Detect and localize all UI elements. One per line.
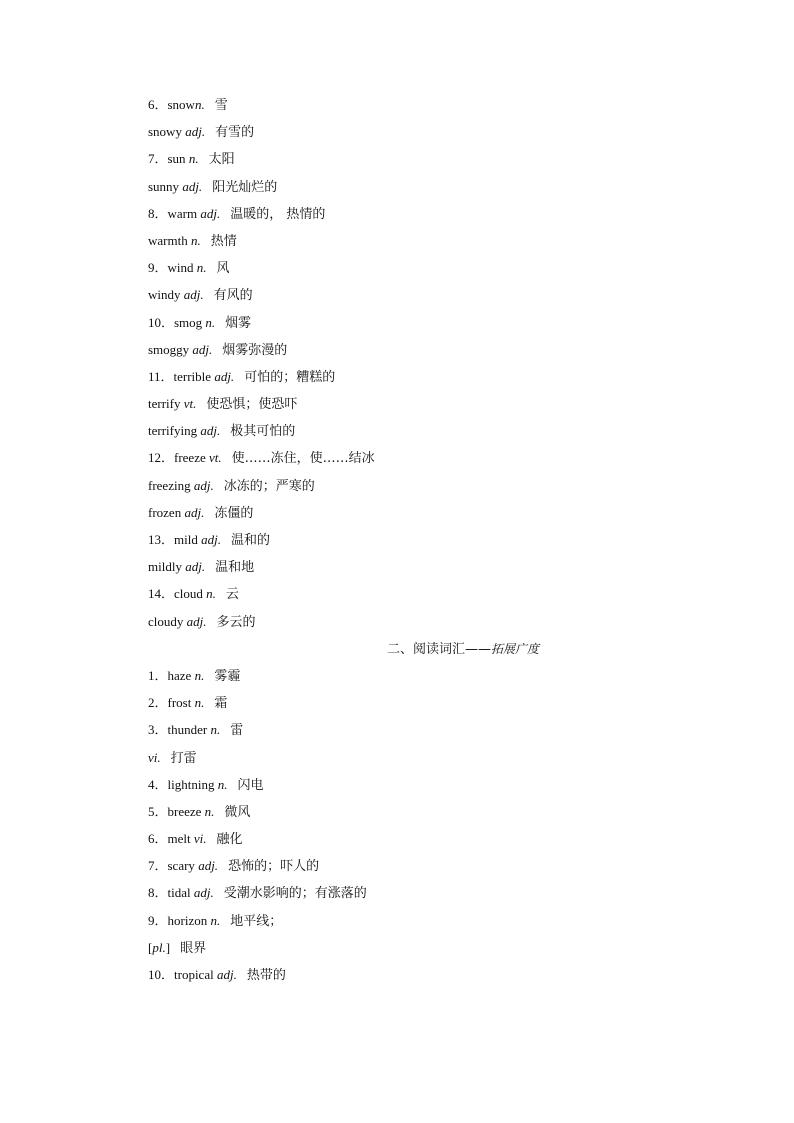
vocab-entry <box>148 447 708 474</box>
term: 7．sun <box>148 151 186 167</box>
part-of-speech: adj. <box>200 423 221 439</box>
term: 8．warm <box>148 205 198 221</box>
part-of-speech: n. <box>194 97 205 112</box>
meaning: 融化 <box>216 832 243 848</box>
vocab-entry <box>148 176 708 203</box>
meaning: 微风 <box>224 804 251 820</box>
vocab-entry <box>148 964 708 991</box>
term: terrify <box>148 396 181 412</box>
meaning: 使……冻住，使……结冰 <box>231 451 375 467</box>
term: windy <box>148 287 181 303</box>
meaning: 打雷 <box>170 750 197 766</box>
part-of-speech: adj. <box>186 613 207 629</box>
meaning: 烟雾弥漫的 <box>222 342 288 358</box>
meaning: 温和的 <box>230 533 270 548</box>
meaning: 使恐惧；使恐吓 <box>206 397 298 413</box>
meaning: 阳光灿烂的 <box>212 179 278 195</box>
vocab-entry <box>148 121 708 148</box>
part-of-speech: vi. <box>193 831 207 847</box>
part-of-speech: adj. <box>182 178 203 194</box>
part-of-speech: adj. <box>193 477 214 493</box>
term: frozen <box>148 504 182 520</box>
vocab-entry <box>148 502 708 529</box>
term: smoggy <box>148 341 190 357</box>
vocab-entry <box>148 611 708 638</box>
meaning: 多云的 <box>216 614 256 630</box>
vocab-entry <box>148 828 708 855</box>
meaning: 眼界 <box>180 940 207 956</box>
part-of-speech: n. <box>210 912 221 928</box>
vocab-entry <box>148 230 708 257</box>
vocab-entry <box>148 665 708 692</box>
meaning: 温和地 <box>215 560 255 576</box>
section-heading <box>148 638 708 665</box>
meaning: 温暖的， 热情的 <box>230 206 326 222</box>
term: 7．scary <box>148 858 195 874</box>
term: 9．wind <box>148 260 194 276</box>
section-heading-main: 二、阅读词汇—— <box>386 641 491 657</box>
vocab-entry <box>148 583 708 610</box>
term: sunny <box>148 178 180 194</box>
term: 12．freeze <box>148 450 206 466</box>
term: snowy <box>148 124 182 140</box>
vocab-entry <box>148 366 708 393</box>
vocab-entry <box>148 284 708 311</box>
part-of-speech: n. <box>205 314 216 330</box>
vocab-entry <box>148 937 708 964</box>
meaning: 可怕的；糟糕的 <box>244 369 336 385</box>
part-of-speech: n. <box>196 260 207 276</box>
part-of-speech: adj. <box>214 368 235 384</box>
vocab-entry <box>148 882 708 909</box>
part-of-speech: n. <box>204 803 215 819</box>
vocab-entry <box>148 801 708 828</box>
vocabulary-list <box>148 94 708 991</box>
vocab-entry <box>148 774 708 801</box>
part-of-speech: adj. <box>184 504 205 520</box>
term: 14．cloud <box>148 586 203 602</box>
meaning: 风 <box>216 261 230 277</box>
vocab-entry <box>148 257 708 284</box>
vocab-entry <box>148 910 708 937</box>
vocab-entry <box>148 529 708 556</box>
term: 13．mild <box>148 532 198 547</box>
vocab-entry <box>148 420 708 447</box>
part-of-speech: adj. <box>216 967 237 982</box>
vocab-entry <box>148 148 708 175</box>
vocab-entry <box>148 312 708 339</box>
part-of-speech: n. <box>217 776 228 792</box>
part-of-speech: adj. <box>185 559 206 575</box>
term: 2．frost <box>148 695 192 711</box>
part-of-speech: n. <box>210 722 221 738</box>
part-of-speech: n. <box>194 667 205 683</box>
vocab-entry <box>148 393 708 420</box>
part-of-speech: pl. <box>152 939 166 955</box>
meaning: 太阳 <box>208 152 235 168</box>
section-heading-sub: 拓展广度 <box>491 641 540 656</box>
meaning: 受潮水影响的；有涨落的 <box>223 886 367 902</box>
meaning: 雾霾 <box>214 668 241 684</box>
part-of-speech: vt. <box>183 396 197 412</box>
meaning: 有雪的 <box>215 125 255 141</box>
term: 4．lightning <box>148 776 215 792</box>
term: 9．horizon <box>148 912 208 928</box>
term: freezing <box>148 477 191 493</box>
part-of-speech: n. <box>188 151 199 167</box>
part-of-speech: adj. <box>193 885 214 901</box>
term: 6．melt <box>148 831 191 847</box>
part-of-speech: adj. <box>201 532 221 547</box>
term: 10．tropical <box>148 967 214 982</box>
part-of-speech: n. <box>190 232 201 248</box>
bracket-close: ] <box>165 939 171 955</box>
part-of-speech: adj. <box>185 124 206 140</box>
part-of-speech: vi. <box>148 749 161 765</box>
part-of-speech: adj. <box>183 287 204 303</box>
part-of-speech: n. <box>206 586 216 602</box>
meaning: 雪 <box>214 98 228 113</box>
meaning: 地平线； <box>230 913 283 929</box>
part-of-speech: n. <box>194 695 205 711</box>
part-of-speech: adj. <box>192 341 213 357</box>
vocab-entry <box>148 747 708 774</box>
vocab-entry <box>148 203 708 230</box>
meaning: 极其可怕的 <box>230 424 296 440</box>
term: [ <box>148 939 153 955</box>
meaning: 烟雾 <box>225 315 252 331</box>
term: 5．breeze <box>148 803 202 819</box>
meaning: 恐怖的；吓人的 <box>228 859 320 875</box>
term: 8．tidal <box>148 885 191 901</box>
term: 6．snow <box>148 97 195 112</box>
meaning: 雷 <box>230 723 244 739</box>
vocab-entry <box>148 719 708 746</box>
meaning: 闪电 <box>237 777 264 793</box>
part-of-speech: vt. <box>209 450 222 466</box>
part-of-speech: adj. <box>198 858 219 874</box>
meaning: 霜 <box>214 696 228 712</box>
meaning: 热带的 <box>246 968 286 983</box>
term: mildly <box>148 559 182 575</box>
term: 3．thunder <box>148 722 208 738</box>
vocab-entry <box>148 94 708 121</box>
meaning: 热情 <box>210 233 237 249</box>
term: cloudy <box>148 613 184 629</box>
meaning: 云 <box>225 587 239 603</box>
term: 11．terrible <box>148 368 212 384</box>
meaning: 冻僵的 <box>214 505 254 521</box>
vocab-entry <box>148 855 708 882</box>
vocab-entry <box>148 475 708 502</box>
term: terrifying <box>148 423 198 439</box>
term: 10．smog <box>148 314 203 330</box>
vocab-entry <box>148 556 708 583</box>
meaning: 有风的 <box>213 288 253 304</box>
term: 1．haze <box>148 667 192 683</box>
meaning: 冰冻的；严寒的 <box>223 478 315 494</box>
term: warmth <box>148 232 188 248</box>
vocab-entry <box>148 692 708 719</box>
part-of-speech: adj. <box>200 205 221 221</box>
vocab-entry <box>148 339 708 366</box>
